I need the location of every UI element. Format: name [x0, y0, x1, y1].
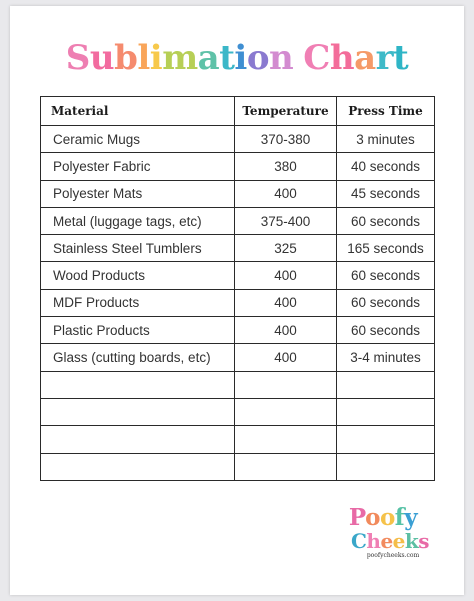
- table-row: [41, 344, 435, 371]
- cell-material: Metal (luggage tags, etc): [41, 207, 235, 234]
- logo-letter: f: [394, 504, 405, 531]
- cell-press-time: [337, 453, 435, 480]
- cell-temperature: 375-400: [235, 207, 337, 234]
- table-row: [41, 453, 435, 480]
- cell-temperature: 400: [235, 289, 337, 316]
- cell-press-time: 3 minutes: [337, 126, 435, 153]
- cell-material: Glass (cutting boards, etc): [41, 344, 235, 371]
- logo-letter: h: [366, 529, 381, 553]
- cell-material: MDF Products: [41, 289, 235, 316]
- table-row: [41, 126, 435, 153]
- title-letter: r: [375, 38, 394, 78]
- title-letter: l: [137, 38, 150, 78]
- title-letter: b: [114, 38, 138, 78]
- table-row: [41, 235, 435, 262]
- cell-temperature: 400: [235, 317, 337, 344]
- table-row: [41, 289, 435, 316]
- cell-temperature: [235, 426, 337, 453]
- cell-press-time: 60 seconds: [337, 207, 435, 234]
- title-letter: t: [219, 38, 235, 78]
- cell-press-time: 60 seconds: [337, 262, 435, 289]
- cell-press-time: [337, 371, 435, 398]
- logo-letter: e: [380, 529, 393, 553]
- table-header-row: [41, 97, 435, 126]
- title-letter: n: [269, 38, 294, 78]
- title-letter: S: [65, 38, 90, 78]
- poofy-cheeks-logo: [328, 506, 438, 566]
- logo-line1: [328, 506, 438, 530]
- table-row: [41, 426, 435, 453]
- logo-letter: o: [365, 504, 380, 531]
- logo-url: poofycheeks.com: [366, 552, 420, 559]
- cell-press-time: [337, 398, 435, 425]
- cell-material: Plastic Products: [41, 317, 235, 344]
- title-letter: C: [303, 38, 330, 78]
- sublimation-table: [40, 96, 435, 481]
- cell-material: Wood Products: [41, 262, 235, 289]
- cell-press-time: [337, 426, 435, 453]
- cell-material: [41, 398, 235, 425]
- cell-temperature: 400: [235, 262, 337, 289]
- logo-letter: o: [379, 504, 395, 531]
- title-letter: h: [329, 38, 355, 78]
- logo-letter: k: [404, 529, 419, 553]
- cell-temperature: 400: [235, 180, 337, 207]
- logo-letter: C: [350, 529, 367, 553]
- header-press-time: Press Time: [337, 97, 435, 126]
- cell-material: Polyester Fabric: [41, 153, 235, 180]
- logo-line2: [328, 530, 438, 552]
- table-row: [41, 317, 435, 344]
- table-row: [41, 371, 435, 398]
- cell-temperature: 380: [235, 153, 337, 180]
- title-letter: u: [89, 38, 115, 78]
- header-temperature: Temperature: [235, 97, 337, 126]
- cell-press-time: 165 seconds: [337, 235, 435, 262]
- table-row: [41, 262, 435, 289]
- header-material: Material: [41, 97, 235, 126]
- cell-press-time: 60 seconds: [337, 317, 435, 344]
- cell-material: [41, 426, 235, 453]
- cell-temperature: [235, 398, 337, 425]
- cell-material: [41, 453, 235, 480]
- table-row: [41, 398, 435, 425]
- title-letter: a: [354, 38, 376, 78]
- cell-material: Ceramic Mugs: [41, 126, 235, 153]
- title-letter: o: [246, 38, 270, 78]
- title-letter: t: [393, 38, 409, 78]
- cell-press-time: 60 seconds: [337, 289, 435, 316]
- logo-letter: e: [392, 529, 405, 553]
- page-title: [10, 34, 464, 82]
- cell-material: Polyester Mats: [41, 180, 235, 207]
- logo-letter: y: [404, 504, 418, 531]
- title-letter: i: [149, 38, 163, 78]
- cell-temperature: 400: [235, 344, 337, 371]
- cell-material: [41, 371, 235, 398]
- logo-letter: P: [348, 504, 366, 531]
- cell-temperature: [235, 453, 337, 480]
- cell-press-time: 40 seconds: [337, 153, 435, 180]
- cell-press-time: 3-4 minutes: [337, 344, 435, 371]
- cell-press-time: 45 seconds: [337, 180, 435, 207]
- cell-temperature: [235, 371, 337, 398]
- cell-temperature: 370-380: [235, 126, 337, 153]
- table-row: [41, 153, 435, 180]
- logo-letter: s: [418, 529, 430, 553]
- table-row: [41, 180, 435, 207]
- title-letter: i: [234, 38, 247, 78]
- title-letter: a: [197, 38, 220, 78]
- table-row: [41, 207, 435, 234]
- title-letter: m: [162, 38, 198, 78]
- cell-temperature: 325: [235, 235, 337, 262]
- chart-sheet: [10, 6, 464, 595]
- cell-material: Stainless Steel Tumblers: [41, 235, 235, 262]
